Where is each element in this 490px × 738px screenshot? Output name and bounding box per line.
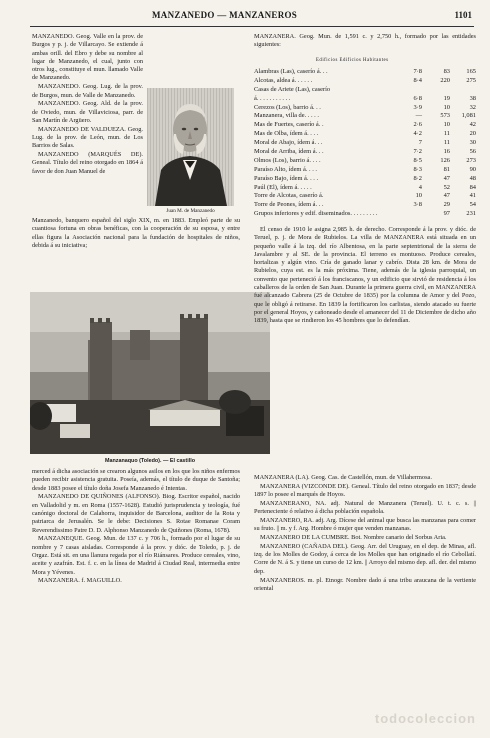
- table-row: [254, 103, 476, 112]
- table-cell-number: 30: [469, 139, 476, 147]
- table-cell-number: 3·9: [413, 103, 422, 111]
- table-cell-number: 7·2: [413, 147, 422, 155]
- table-cell-number: 7: [418, 139, 422, 147]
- table-cell-number: 90: [469, 165, 476, 173]
- entry-manzanedo-ald: MANZANEDO. Geog. Ald. de la prov. de Oviedo, mun. de Villaviciosa, parr. de San Martín de Argüero.: [32, 100, 143, 124]
- table-row: [254, 138, 476, 147]
- left-column-middle: [32, 217, 240, 251]
- table-cell-number: 8·2: [413, 174, 422, 182]
- table-cell-place: Olmos (Los), barrio á. . . .: [254, 156, 321, 164]
- table-row: [254, 200, 476, 209]
- table-cell-number: 231: [466, 210, 476, 218]
- header-rule: [30, 26, 474, 27]
- table-cell-place: Casas de Ariete (Las), caserío: [254, 85, 331, 93]
- table-row: [254, 174, 476, 183]
- table-cell-number: 81: [443, 165, 450, 173]
- table-row: [254, 94, 476, 103]
- table-cell-number: 8·3: [413, 165, 422, 173]
- table-cell-number: 10: [443, 121, 450, 129]
- page-number: 1101: [454, 10, 472, 20]
- table-cell-number: [422, 85, 450, 94]
- left-column-top: [32, 33, 143, 177]
- table-row: [254, 191, 476, 200]
- table-cell-number: 48: [469, 174, 476, 182]
- entry-manzanerano: MANZANERANO, NA. adj. Natural de Manzanera (Teruel). U. t. c. s. || Perteneciente ó relativo á dicha población española.: [254, 499, 476, 516]
- table-row: [254, 85, 476, 94]
- table-cell-number: 47: [443, 174, 450, 182]
- table-cell-place: Paúl (El), ídem á. . . . .: [254, 183, 312, 191]
- table-cell-number: 32: [469, 103, 476, 111]
- table-cell-place: Mas de Fuertes, caserío á. .: [254, 121, 324, 129]
- table-cell-number: 83: [443, 67, 450, 75]
- table-row: [254, 147, 476, 156]
- entry-manzaneque: MANZANEQUE. Geog. Mun. de 137 c. y 706 h., formado por el lugar de su nombre y 7 casas aisladas. Corresponde á la prov. y dióc. de Toledo, p. j. de Orgaz. Está sit. en una llanura regada por el río Riánsares. Produce cereales, vino, aceite y azafrán. Est. f. c. en la línea de Madrid á Ciudad Real, intermedia entre Mora y Yévenes.: [32, 535, 240, 576]
- entry-manzanedo-valle: MANZANEDO. Geog. Valle en la prov. de Burgos y p. j. de Villarcayo. Se extiende á ambas orill. del Ebro y debe su nombre al lugar de Manzanedo, el cual, junto con otros lug., constituye el mun. llamado Valle de Manzanedo.: [32, 33, 143, 82]
- entry-manzanedo-marques: MANZANEDO (MARQUÉS DE). Geneal. Título del reino otorgado en 1864 á favor de don Juan Manuel de: [32, 151, 143, 175]
- castle-photo: [30, 292, 270, 454]
- table-row: [254, 183, 476, 192]
- table-cell-number: 8·4: [413, 76, 422, 84]
- left-column-bottom: [32, 468, 240, 586]
- table-cell-number: [450, 85, 476, 94]
- table-cell-place: Alcotas, aldea á. . . . . .: [254, 76, 313, 84]
- entry-manzanera-geog: MANZANERA. Geog. Mun. de 1,591 c. y 2,750 h., formado por las entidades siguientes:: [254, 33, 476, 49]
- table-cell-number: 97: [443, 210, 450, 218]
- entry-manzanera-vizconde: MANZANERA (VIZCONDE DE). Geneal. Título del reino otorgado en 1837; desde 1897 lo posee el marqués de Hoyos.: [254, 482, 476, 499]
- table-cell-place: Manzanera, villa de. . . . .: [254, 112, 319, 120]
- right-column-top: [254, 33, 476, 50]
- running-header: [32, 10, 472, 24]
- entry-manzanedo-quinones: MANZANEDO DE QUIÑONES (ALFONSO). Biog. Escritor español, nacido en Valladolid y m. en Roma (1557-1628). Estudió jurisprudencia y teología, fué canónigo doctoral de Calahorra, inquisidor de Barcelona, auditor de la Rota y patriarca de Jerusalén. Se le debe: Decisiones S. Rotae Romanae Coram Reverendissimo Patre D. D. Alphonso Manzanedo de Quiñones (Roma, 1678).: [32, 493, 240, 534]
- table-cell-number: 47: [443, 192, 450, 200]
- entry-asociacion-cont: merced á dicha asociación se crearon algunos asilos en los que los niños enfermos pueden recibir asistencia gratuita. Poseía, además, el título de duque de Santoña; desde 1883 posee el título doña Josefa Manzanedo é Intentas.: [32, 468, 240, 492]
- table-row: [254, 67, 476, 76]
- table-cell-number: 42: [469, 121, 476, 129]
- table-cell-number: 11: [443, 139, 450, 147]
- table-cell-number: [400, 209, 422, 218]
- table-cell-number: 54: [469, 201, 476, 209]
- table-cell-number: 165: [466, 67, 476, 75]
- table-cell-number: 1,081: [461, 112, 476, 120]
- table-column-headings: Edificios Edificios Habitantes: [316, 58, 389, 63]
- entry-manzaneros: MANZANEROS. m. pl. Etnogr. Nombre dado á una tribu araucana de la vertiente oriental: [254, 576, 476, 592]
- table-cell-number: [400, 85, 422, 94]
- table-cell-place: á. . . . . . . . . . .: [254, 94, 291, 102]
- entry-manzanero-canada: MANZANERO (CAÑADA DEL). Geog. Arr. del Uruguay, en el dep. de Minas, afl. izq. de los Molles de Godoy, á cerca de los Molles que han originado el río Cebollatí. Corre de N. á S. y tiene un curso de 12 km. || Arroyo del mismo dep. afl. der. del mismo dep.: [254, 542, 476, 575]
- entry-manzanera-f: MANZANERA. f. MAGUILLO.: [38, 577, 122, 585]
- table-cell-number: 52: [443, 183, 450, 191]
- watermark-logo: todocoleccion: [374, 711, 476, 726]
- table-cell-number: 220: [440, 76, 450, 84]
- table-cell-number: 10: [443, 103, 450, 111]
- table-cell-number: 573: [440, 112, 450, 120]
- table-cell-place: Moral de Abajo, ídem á. . .: [254, 139, 323, 147]
- entry-manzanero-cumbre: MANZANERO DE LA CUMBRE. Bot. Nombre canario del Sorbus Aria.: [260, 534, 447, 542]
- table-cell-number: 126: [440, 156, 450, 164]
- table-cell-number: 8·5: [413, 156, 422, 164]
- table-row: [254, 111, 476, 120]
- entry-manzanedo-lug: MANZANEDO. Geog. Lug. de la prov. de Burgos, mun. de Valle de Manzanedo.: [32, 83, 143, 99]
- table-cell-number: 7·8: [413, 67, 422, 75]
- table-cell-number: 3·8: [413, 201, 422, 209]
- table-cell-number: 56: [469, 147, 476, 155]
- table-cell-place: Moral de Arriba, ídem á. . .: [254, 147, 324, 155]
- entry-manzanedo-valdueza: MANZANEDO DE VALDUEZA. Geog. Lug. de la prov. de León, mun. de Los Barrios de Salas.: [32, 125, 143, 150]
- table-row: [254, 156, 476, 165]
- table-cell-number: 41: [469, 192, 476, 200]
- table-cell-number: 275: [466, 76, 476, 84]
- table-cell-number: 20: [469, 130, 476, 138]
- entry-manzanera-la: MANZANERA (LA). Geog. Cas. de Castellón, mun. de Villahermosa.: [254, 474, 432, 481]
- table-cell-place: Torre de Peones, ídem á. . .: [254, 201, 324, 209]
- table-row: [254, 209, 476, 218]
- portrait-caption: Juan M. de Manzanedo: [166, 208, 215, 214]
- table-cell-place: Paraíso Bajo, ídem á. . . .: [254, 174, 319, 182]
- entry-manzanera-censo: El censo de 1910 le asigna 2,985 h. de derecho. Corresponde á la prov. y dióc. de Teruel, p. j. de Mora de Rubielos. La villa de MANZANERA está situada en un pequeño valle á la izq. del río Albentosa, en la parte septentrional de la sierra de Javalambre y al SE. de la provincia. El terreno es montuoso. Produce cereales, hortalizas y algún vino. Cría de ganado lanar y cabrío. Dista 28 km. de Mora de Rubielos, cuya est. es la más próxima. Tiene, además de la iglesia parroquial, un convento que perteneció á los franciscanos, y un edificio que sirvió de residencia á los caballeros de la orden de San Juan. Durante la primera guerra civil, en MANZANERA fué alcanzado Cabrera (25 de Octubre de 1835) por la columna de Amor y del Pozo, que le obligó á retirarse. En 1839 la fortificaron los carlistas, siendo atacado su fuerte por el general Hoyos, y cañoneado desde el amanecer del 11 de Diciembre de dicho año 1839, hasta que se rindieron los 45 hombres que lo defendían.: [254, 226, 476, 325]
- table-cell-number: 84: [469, 183, 476, 191]
- table-cell-number: 29: [443, 201, 450, 209]
- table-cell-place: Alambras (Las), caserío á. . .: [254, 67, 328, 75]
- table-cell-place: Grupos inferiores y edif. diseminados. . . . . . . . .: [254, 210, 378, 218]
- castle-caption: Manzanaquo (Toledo). — El castillo: [104, 458, 196, 464]
- table-cell-number: 11: [443, 130, 450, 138]
- table-cell-number: 2·6: [413, 121, 422, 129]
- header-title: MANZANEDO — MANZANEROS: [152, 10, 298, 20]
- table-row: [254, 129, 476, 138]
- table-cell-place: Mas de Olba, ídem á. . . .: [254, 130, 319, 138]
- table-cell-number: 273: [466, 156, 476, 164]
- table-cell-number: 38: [469, 94, 476, 102]
- entry-manzanero-adj: MANZANERO, RA. adj. Arg. Dícese del animal que busca las manzanas para comer su fruto. || m. y f. Arg. Hombre ó mujer que venden manzanas.: [254, 516, 476, 533]
- portrait-image: [147, 88, 234, 206]
- population-table: [254, 67, 476, 218]
- table-row: [254, 120, 476, 129]
- entry-manzanedo-marques-cont: Manzanedo, banquero español del siglo XIX, m. en 1883. Empleó parte de su cuantiosa fortuna en obras benéficas, con la cooperación de su esposa, y entre ellas figura la Asociación nacional para la fundación de hospitales de niños, debida á su iniciativa;: [32, 217, 240, 249]
- right-column-body: [254, 226, 476, 326]
- table-row: [254, 76, 476, 85]
- table-cell-place: Cerezos (Los), barrio á. . .: [254, 103, 321, 111]
- table-cell-number: 6·8: [413, 94, 422, 102]
- table-row: [254, 165, 476, 174]
- right-column-bottom: [254, 474, 476, 594]
- table-cell-place: Torre de Alcotas, caserío á.: [254, 192, 324, 200]
- table-cell-number: —: [415, 112, 422, 120]
- table-cell-number: 4: [418, 183, 422, 191]
- table-cell-number: 19: [443, 94, 450, 102]
- table-cell-number: 10: [415, 192, 422, 200]
- table-cell-place: Paraíso Alto, ídem á. . . .: [254, 165, 318, 173]
- table-cell-number: 4·2: [413, 130, 422, 138]
- table-cell-number: 16: [443, 147, 450, 155]
